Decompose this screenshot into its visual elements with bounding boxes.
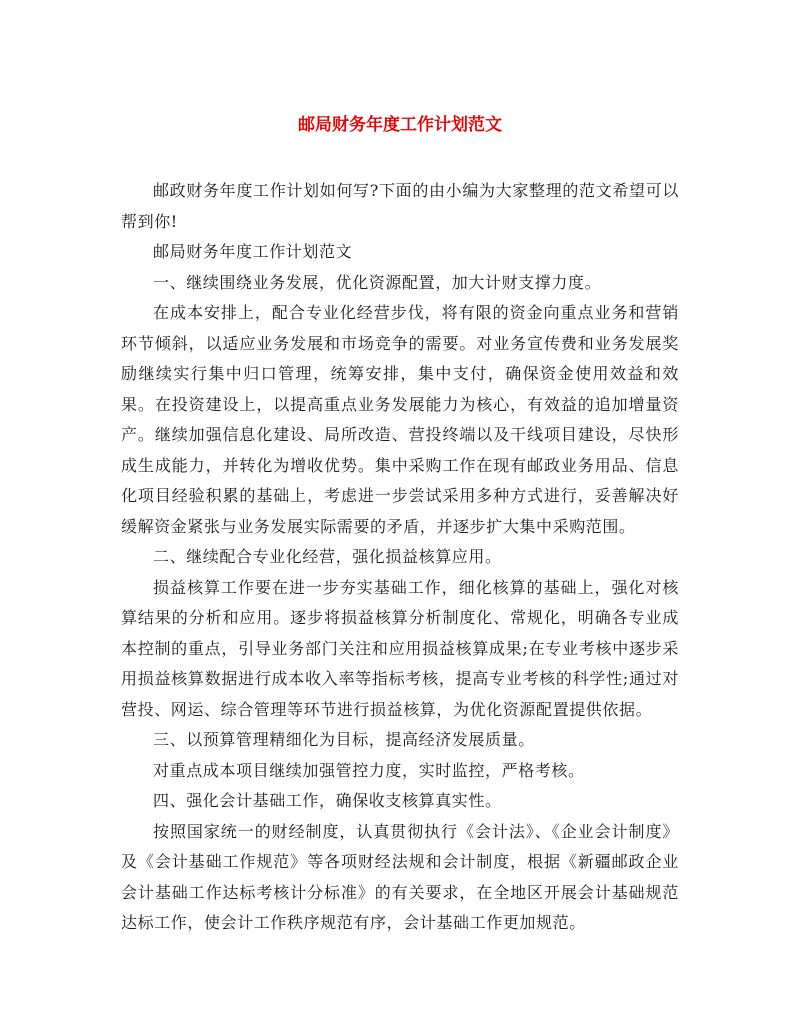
document-body: [121, 176, 679, 939]
body-paragraph: 损益核算工作要在进一步夯实基础工作，细化核算的基础上，强化对核算结果的分析和应用。逐步将损益核算分析制度化、常规化，明确各专业成本控制的重点，引导业务部门关注和应用损益核算成果;在专业考核中逐步采用损益核算数据进行成本收入率等指标考核，提高专业考核的科学性;通过对营投、网运、综合管理等环节进行损益核算，为优化资源配置提供依据。: [121, 577, 679, 719]
section-heading-3: 三、以预算管理精细化为目标，提高经济发展质量。: [153, 730, 535, 749]
body-paragraph: 在成本安排上，配合专业化经营步伐，将有限的资金向重点业务和营销环节倾斜，以适应业务发展和市场竞争的需要。对业务宣传费和业务发展奖励继续实行集中归口管理，统筹安排，集中支付，确保资金使用效益和效果。在投资建设上，以提高重点业务发展能力为核心，有效益的追加增量资产。继续加强信息化建设、局所改造、营投终端以及干线项目建设，尽快形成生成能力，并转化为增收优势。集中采购工作在现有邮政业务用品、信息化项目经验积累的基础上，考虑进一步尝试采用多种方式进行，妥善解决好缓解资金紧张与业务发展实际需要的矛盾，并逐步扩大集中采购范围。: [121, 303, 679, 536]
body-paragraph: 对重点成本项目继续加强管控力度，实时监控，严格考核。: [153, 760, 585, 780]
section-heading-1: 一、继续围绕业务发展，优化资源配置，加大计财支撑力度。: [153, 272, 602, 292]
section-heading-2: 二、继续配合专业化经营，强化损益核算应用。: [153, 547, 502, 566]
subtitle-paragraph: 邮局财务年度工作计划范文: [153, 242, 353, 261]
section-heading-4: 四、强化会计基础工作，确保收支核算真实性。: [153, 791, 502, 810]
document-title: 邮局财务年度工作计划范文: [298, 115, 502, 135]
intro-paragraph: 邮政财务年度工作计划如何写?下面的由小编为大家整理的范文希望可以帮到你!: [121, 181, 679, 231]
body-paragraph: 按照国家统一的财经制度，认真贯彻执行《会计法》、《企业会计制度》及《会计基础工作规范》等各项财经法规和会计制度，根据《新疆邮政企业会计基础工作达标考核计分标准》的有关要求，在全地区开展会计基础规范达标工作，使会计工作秩序规范有序，会计基础工作更加规范。: [121, 821, 679, 932]
